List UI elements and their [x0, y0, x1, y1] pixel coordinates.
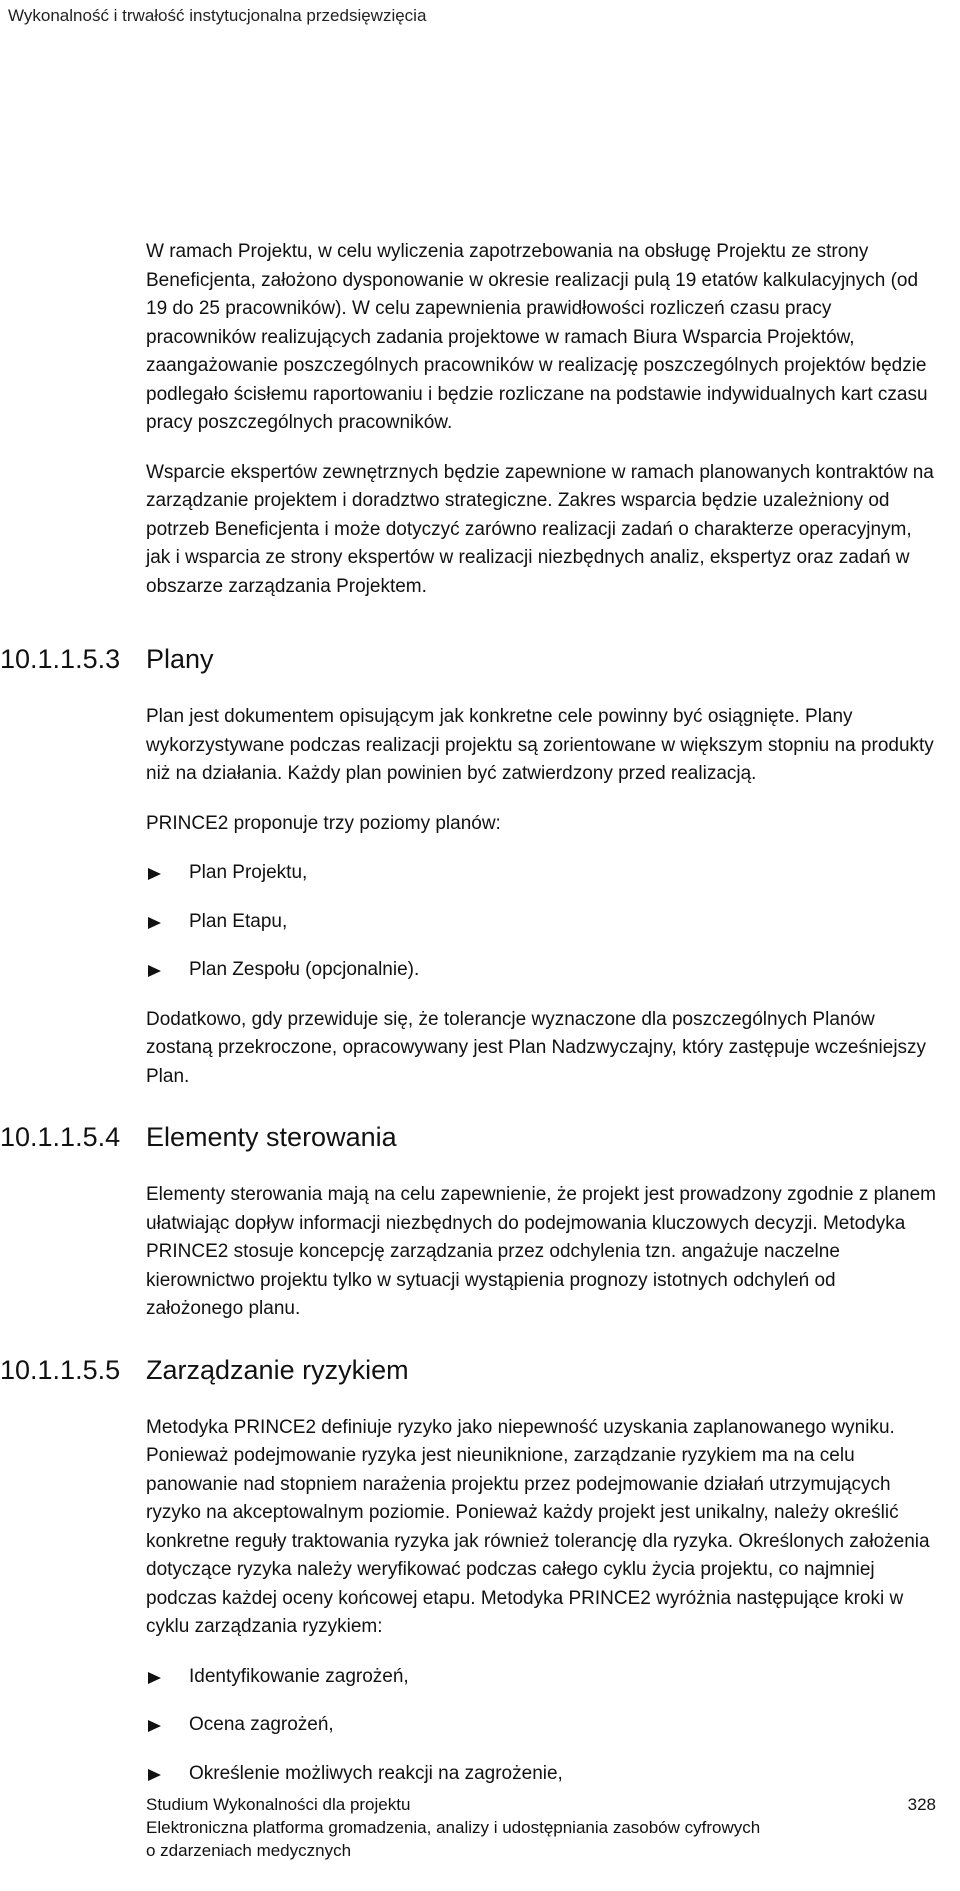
list-item: Plan Zespołu (opcjonalnie).: [146, 956, 936, 985]
footer-line: o zdarzeniach medycznych: [146, 1841, 352, 1860]
bullet-arrow-icon: [148, 965, 161, 977]
list-item: Identyfikowanie zagrożeń,: [146, 1663, 936, 1692]
page-footer: [146, 1793, 936, 1862]
list-item: Ocena zagrożeń,: [146, 1711, 936, 1740]
list-item: Plan Etapu,: [146, 908, 936, 937]
running-header: Wykonalność i trwałość instytucjonalna przedsięwzięcia: [8, 6, 427, 25]
bullet-arrow-icon: [148, 1672, 161, 1684]
section-heading: [0, 639, 936, 679]
bullet-list: [146, 1663, 936, 1789]
paragraph: Dodatkowo, gdy przewiduje się, że tolerancje wyznaczone dla poszczególnych Planów zostaną przekroczone, opracowywany jest Plan Nadzwyczajny, który zastępuje wcześniejszy Plan.: [146, 1008, 927, 1087]
paragraph: Plan jest dokumentem opisującym jak konkretne cele powinny być osiągnięte. Plany wykorzystywane podczas realizacji projektu są zorientowane w większym stopniu na produkty niż na działania. Każdy plan powinien być zatwierdzony przed realizacją.: [146, 706, 934, 784]
section-zarzadzanie-ryzykiem: [0, 1350, 936, 1789]
section-heading: [0, 1117, 936, 1157]
paragraph: Elementy sterowania mają na celu zapewnienie, że projekt jest prowadzony zgodnie z planem ułatwiając dopływ informacji niezbędnych do podejmowania kluczowych decyzji. Metodyka PRINCE2 stosuje koncepcję zarządzania przez odchylenia tzn. angażuje naczelne kierownictwo projektu tylko w sytuacji wystąpienia prognozy istotnych odchyleń od założonego planu.: [146, 1184, 936, 1319]
bullet-arrow-icon: [148, 1769, 161, 1781]
bullet-arrow-icon: [148, 1720, 161, 1732]
section-title: Plany: [146, 644, 214, 674]
section-number: 10.1.1.5.3: [0, 644, 121, 674]
paragraph: W ramach Projektu, w celu wyliczenia zapotrzebowania na obsługę Projektu ze strony Beneficjenta, założono dysponowanie w okresie realizacji pulą 19 etatów kalkulacyjnych (od 19 do 25 pracowników). W celu zapewnienia prawidłowości rozliczeń czasu pracy pracowników realizujących zadania projektowe w ramach Biura Wsparcia Projektów, zaangażowanie poszczególnych pracowników w realizację poszczególnych projektów będzie podlegało ścisłemu raportowaniu i będzie rozliczane na podstawie indywidualnych kart czasu pracy poszczególnych pracowników.: [146, 241, 928, 433]
list-item: Określenie możliwych reakcji na zagrożenie,: [146, 1760, 936, 1789]
page-number: 328: [907, 1795, 936, 1814]
section-title: Zarządzanie ryzykiem: [146, 1354, 409, 1385]
document-body: [0, 238, 936, 1809]
bullet-arrow-icon: [148, 868, 161, 880]
bullet-arrow-icon: [148, 917, 161, 929]
footer-line: Elektroniczna platforma gromadzenia, analizy i udostępniania zasobów cyfrowych: [146, 1818, 761, 1837]
paragraph: Wsparcie ekspertów zewnętrznych będzie zapewnione w ramach planowanych kontraktów na zarządzanie projektem i doradztwo strategiczne. Zakres wsparcia będzie uzależniony od potrzeb Beneficjenta i może dotyczyć zarówno realizacji zadań o charakterze operacyjnym, jak i wsparcia ze strony ekspertów w realizacji niezbędnych analiz, ekspertyz oraz zadań w obszarze zarządzania Projektem.: [146, 461, 934, 597]
section-number: 10.1.1.5.4: [0, 1122, 121, 1152]
footer-line: Studium Wykonalności dla projektu: [146, 1795, 411, 1814]
section-title: Elementy sterowania: [146, 1122, 397, 1152]
paragraph: PRINCE2 proponuje trzy poziomy planów:: [146, 812, 501, 834]
list-item: Plan Projektu,: [146, 859, 936, 888]
section-number: 10.1.1.5.5: [0, 1354, 121, 1385]
bullet-list: [146, 859, 936, 985]
section-elementy-sterowania: [0, 1117, 936, 1324]
paragraph: Metodyka PRINCE2 definiuje ryzyko jako niepewność uzyskania zaplanowanego wyniku. Ponieważ podejmowanie ryzyka jest nieuniknione, zarządzanie ryzykiem ma na celu panowanie nad stopniem narażenia projektu przez podejmowanie działań utrzymujących ryzyko na akceptowalnym poziomie. Ponieważ każdy projekt jest unikalny, należy określić konkretne reguły traktowania ryzyka jak również tolerancję dla ryzyka. Określonych założenia dotyczące ryzyka należy weryfikować podczas całego cyklu życia projektu, co najmniej podczas każdej oceny końcowej etapu. Metodyka PRINCE2 wyróżnia następujące kroki w cyklu zarządzania ryzykiem:: [146, 1416, 930, 1637]
section-plany: [0, 639, 936, 1091]
section-heading: [0, 1350, 936, 1390]
